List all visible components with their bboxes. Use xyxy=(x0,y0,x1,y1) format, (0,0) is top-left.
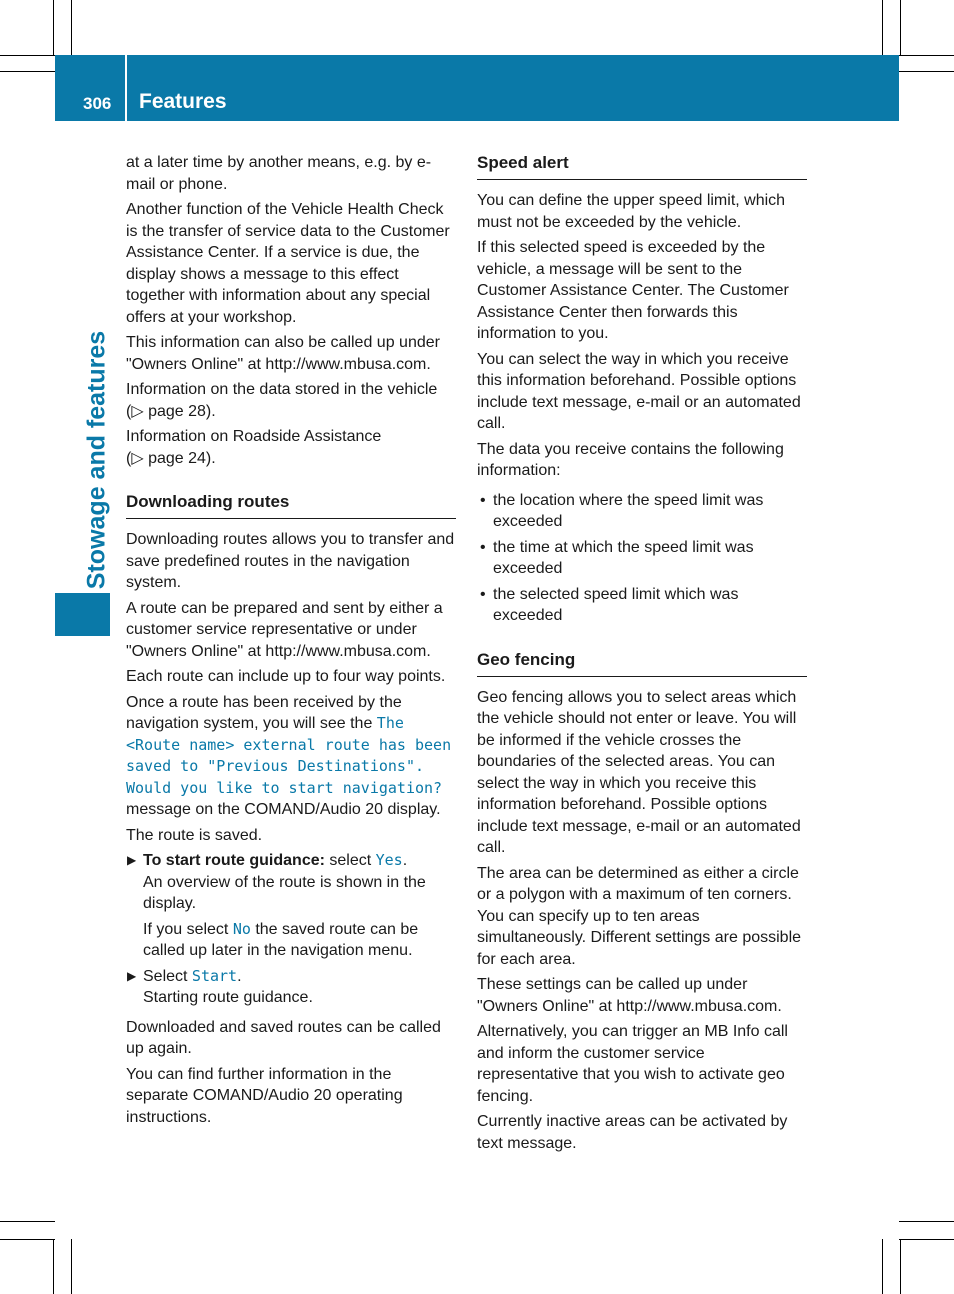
crop-mark xyxy=(0,1239,55,1240)
paragraph: Downloaded and saved routes can be called up again. xyxy=(126,1018,441,1057)
paragraph-text: Information on the data stored in the vehicle xyxy=(126,381,438,398)
step-arrow-icon: ▶ xyxy=(127,968,137,983)
paragraph: The area can be determined as either a circle or a polygon with a maximum of ten corners. You can specify up to ten areas simultaneously. Different settings are possible for each area. xyxy=(477,864,802,968)
step-arrow-icon: ▶ xyxy=(127,853,137,867)
chapter-tab-marker xyxy=(55,593,110,636)
paragraph-text: Once a route has been received by the navigation system, you will see the xyxy=(126,693,402,732)
crop-mark xyxy=(53,0,54,55)
crop-mark xyxy=(882,1239,883,1294)
crop-mark xyxy=(900,0,901,55)
paragraph: You can define the upper speed limit, which must not be exceeded by the vehicle. xyxy=(477,192,786,231)
paragraph: You can select the way in which you receive this information beforehand. Possible options include text message, e-mail or an automated call. xyxy=(477,350,801,432)
paragraph xyxy=(126,426,456,469)
step-text: Select xyxy=(143,967,192,985)
paragraph-text: Information on Roadside Assistance xyxy=(126,428,382,445)
step-result: Starting route guidance. xyxy=(143,989,313,1006)
bullet-icon: • xyxy=(480,491,486,509)
paragraph: This information can also be called up under "Owners Online" at http://www.mbusa.com. xyxy=(126,334,440,373)
crop-mark xyxy=(53,1239,54,1294)
crop-mark xyxy=(71,0,72,55)
step-text: select xyxy=(324,852,376,869)
page-number: 306 xyxy=(83,94,112,113)
bullet-text: the time at which the speed limit was exceeded xyxy=(493,538,754,577)
crop-mark xyxy=(0,55,55,56)
page-header xyxy=(55,55,899,121)
step-text: . xyxy=(237,967,242,985)
instruction-step xyxy=(126,850,456,915)
crop-mark xyxy=(900,1239,901,1294)
menu-option-yes: Yes xyxy=(375,851,403,869)
paragraph: You can find further information in the separate COMAND/Audio 20 operating instructions. xyxy=(126,1065,403,1126)
crop-mark xyxy=(899,1239,954,1240)
step-bold-label: To start route guidance: xyxy=(143,852,325,869)
geo-fencing-heading: Geo fencing xyxy=(477,649,807,677)
note-text: the saved route can be called up later in the navigation menu. xyxy=(143,920,419,959)
paragraph: A route can be prepared and sent by either a customer service representative or under "Owners Online" at http://www.mbusa.com. xyxy=(126,599,443,660)
crop-mark xyxy=(71,1239,72,1294)
paragraph-text: message on the COMAND/Audio 20 display. xyxy=(126,801,441,818)
paragraph: The route is saved. xyxy=(126,826,263,844)
page-reference-link[interactable]: (▷ page 24). xyxy=(126,449,216,467)
crop-mark xyxy=(0,71,55,72)
crop-mark xyxy=(899,71,954,72)
instruction-note xyxy=(126,919,456,962)
bullet-text: the location where the speed limit was exceeded xyxy=(493,491,764,530)
paragraph: Each route can include up to four way points. xyxy=(126,668,446,685)
step-result: An overview of the route is shown in the display. xyxy=(143,873,426,912)
paragraph: If this selected speed is exceeded by the vehicle, a message will be sent to the Customer Assistance Center. The Customer Assistance Center then forwards this information to you. xyxy=(477,239,789,342)
chapter-side-label: Stowage and features xyxy=(82,330,111,590)
paragraph: These settings can be called up under "Owners Online" at http://www.mbusa.com. xyxy=(477,976,782,1015)
crop-mark xyxy=(899,1221,954,1222)
paragraph: Geo fencing allows you to select areas which the vehicle should not enter or leave. You will be informed if the vehicle crosses the boundaries of the selected areas. You can select the way in which you receive this information beforehand. Possible options include text message, e-mail or an automated call. xyxy=(477,688,801,856)
bullet-item xyxy=(477,584,807,627)
paragraph: Downloading routes allows you to transfer and save predefined routes in the navigation system. xyxy=(126,531,455,591)
display-message: The <Route name> external route has been saved to "Previous Destinations". Would you like to start navigation? xyxy=(126,714,452,797)
paragraph xyxy=(126,692,456,821)
crop-mark xyxy=(0,1221,55,1222)
speed-alert-heading: Speed alert xyxy=(477,152,807,180)
menu-option-start: Start xyxy=(191,966,238,985)
paragraph: The data you receive contains the following information: xyxy=(477,440,784,479)
left-column xyxy=(126,152,456,1132)
bullet-item xyxy=(477,490,807,533)
instruction-step xyxy=(126,966,456,1009)
right-column xyxy=(477,152,807,1158)
paragraph xyxy=(126,379,456,422)
note-text: If you select xyxy=(143,920,233,938)
paragraph: Another function of the Vehicle Health Check is the transfer of service data to the Customer Assistance Center. If a service is due, the display shows a message to this effect together with information about any special offers at your workshop. xyxy=(126,201,450,326)
downloading-routes-heading: Downloading routes xyxy=(126,491,456,519)
bullet-icon: • xyxy=(480,585,486,603)
section-title: Features xyxy=(139,90,227,113)
paragraph: Alternatively, you can trigger an MB Info call and inform the customer service representative that you wish to activate geo fencing. xyxy=(477,1023,788,1105)
bullet-item xyxy=(477,537,807,580)
header-divider xyxy=(125,55,127,121)
bullet-text: the selected speed limit which was exceeded xyxy=(493,585,739,624)
step-text: . xyxy=(402,852,408,869)
bullet-icon: • xyxy=(480,538,486,556)
page-reference-link[interactable]: (▷ page 28). xyxy=(126,402,216,420)
paragraph: at a later time by another means, e.g. by e-mail or phone. xyxy=(126,154,432,193)
menu-option-no: No xyxy=(232,919,251,938)
paragraph: Currently inactive areas can be activated by text message. xyxy=(477,1113,788,1152)
crop-mark xyxy=(882,0,883,55)
crop-mark xyxy=(899,55,954,56)
